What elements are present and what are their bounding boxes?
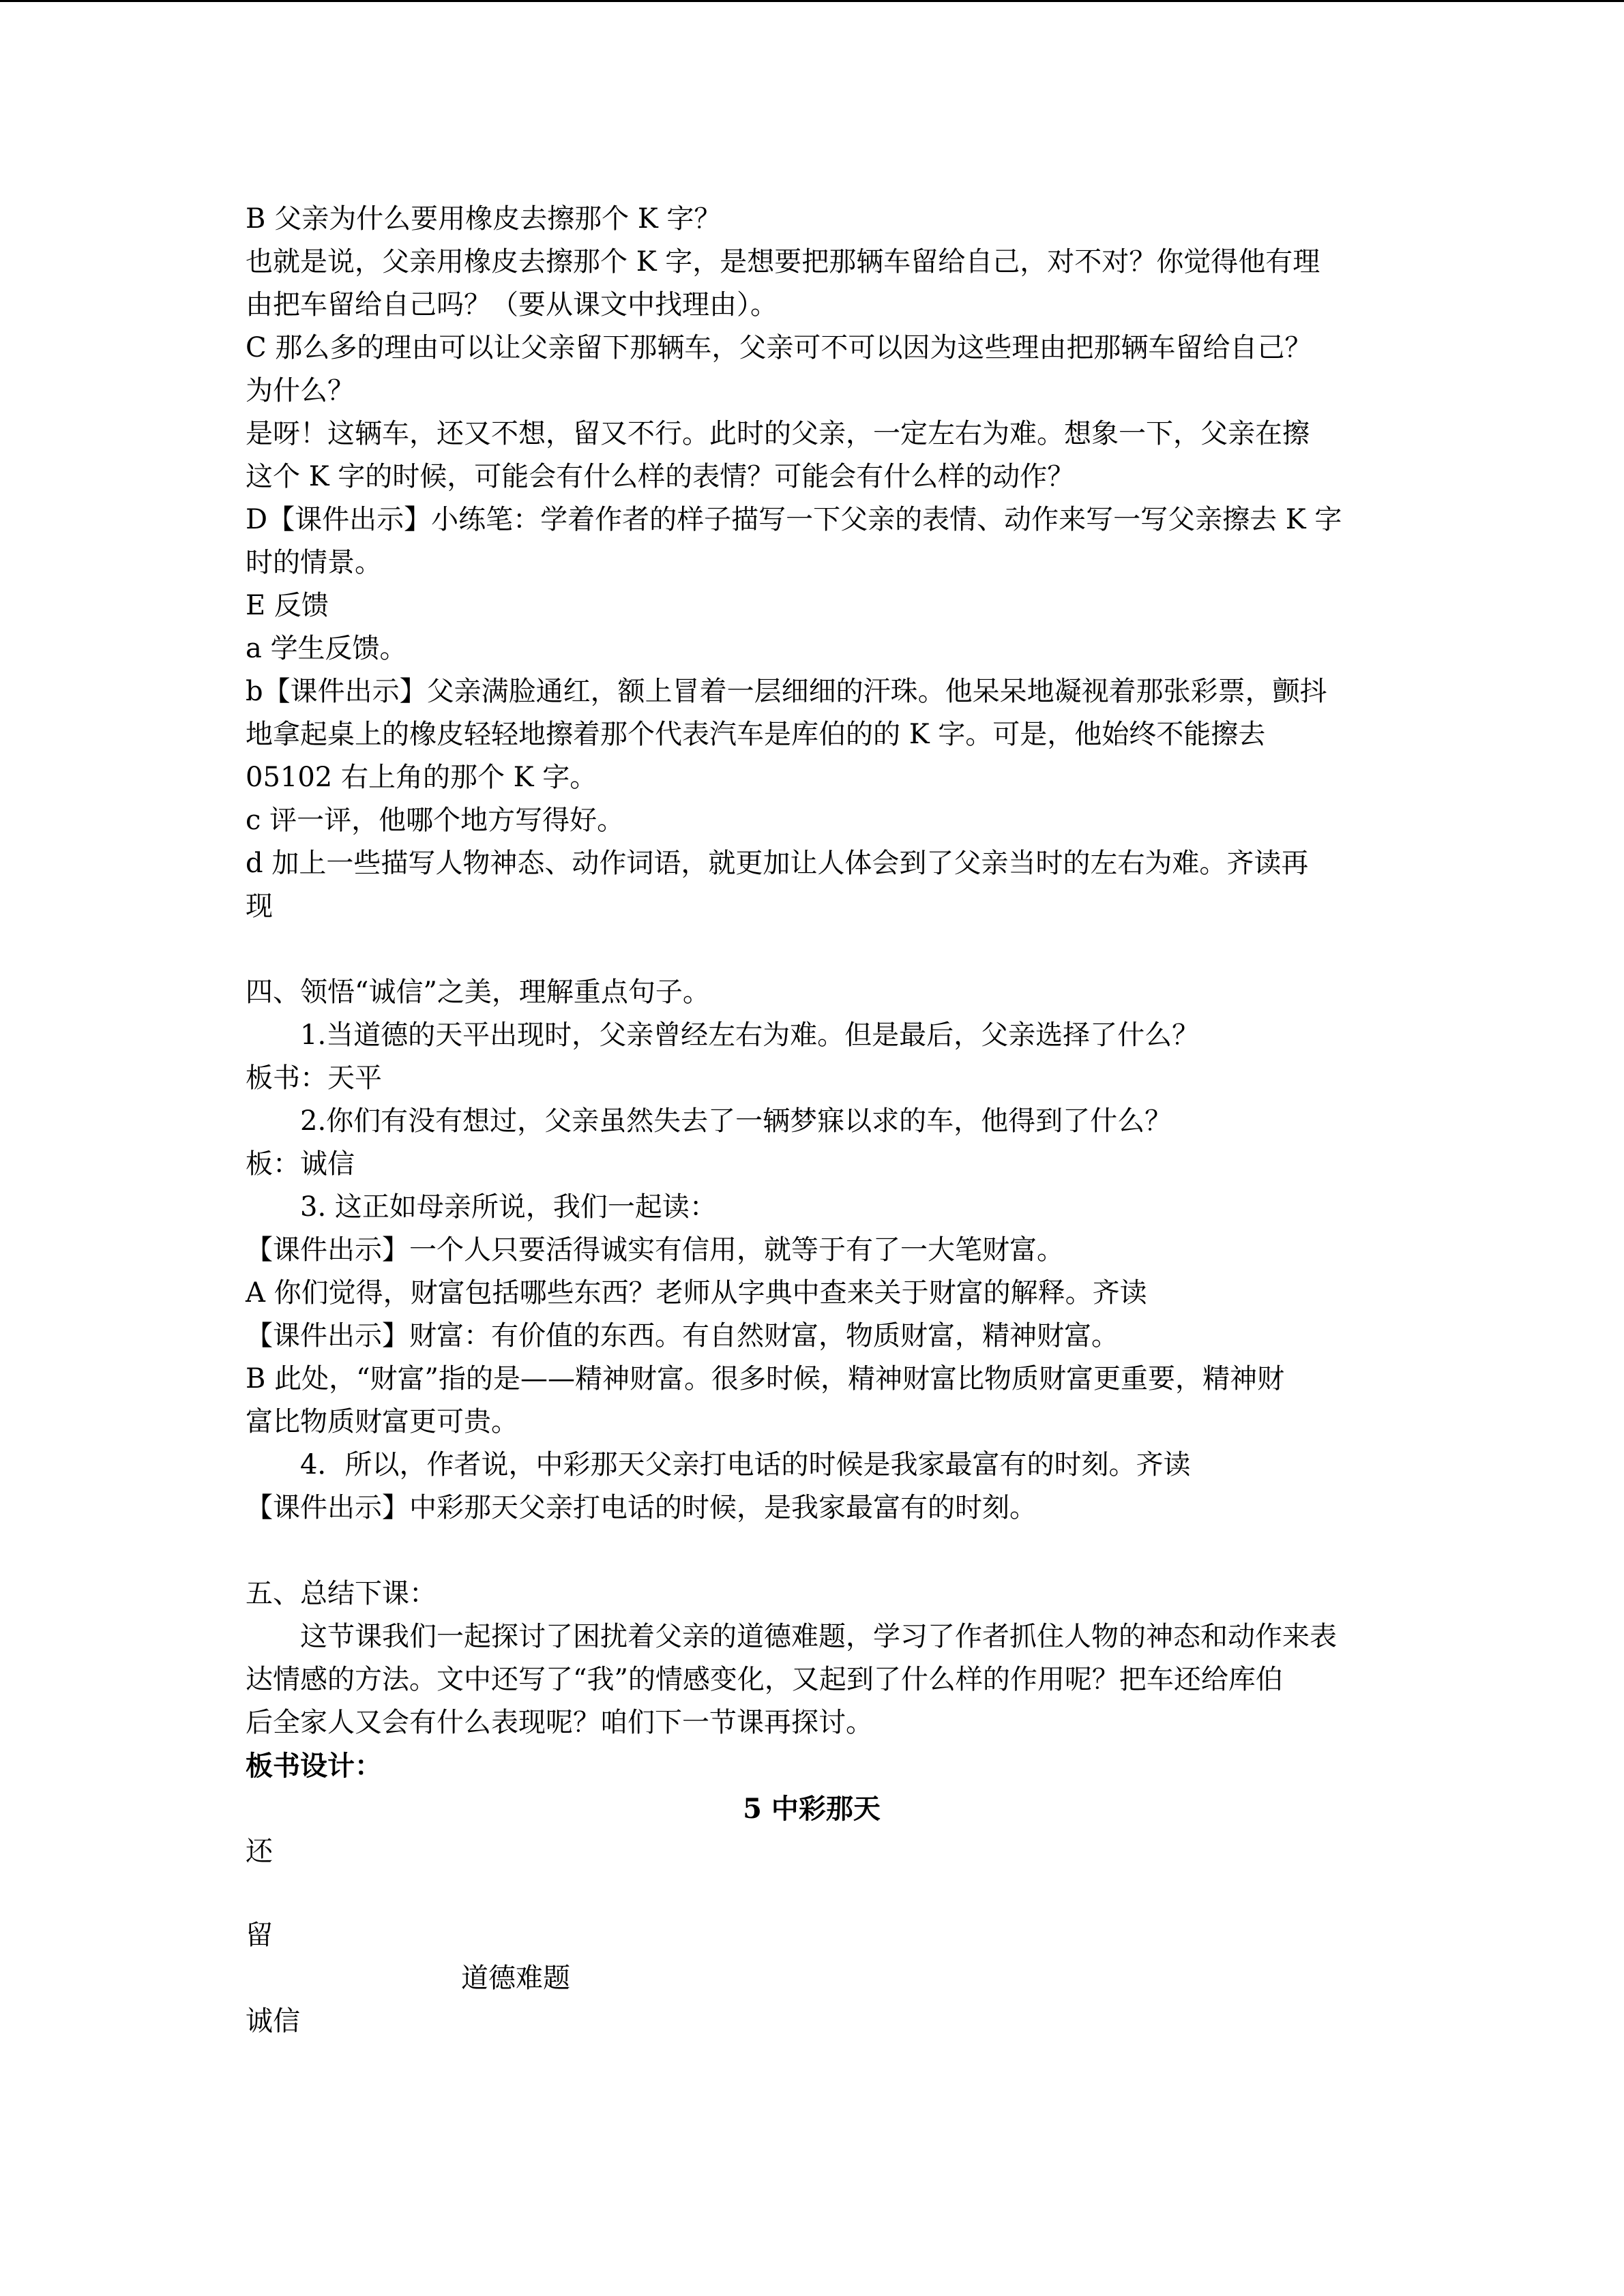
summary-line-1: 这节课我们一起探讨了困扰着父亲的道德难题，学习了作者抓住人物的神态和动作来表 — [300, 1621, 1337, 1652]
practice-d-line-2: 时的情景。 — [246, 547, 382, 578]
section-four-item-3: 3. 这正如母亲所说，我们一起读： — [300, 1191, 717, 1223]
courseware-b-line-3: 05102 右上角的那个 K 字。 — [246, 762, 597, 793]
section-five-heading: 五、总结下课： — [246, 1578, 437, 1609]
paragraph-yes-line-1: 是呀！这辆车，还又不想，留又不行。此时的父亲，一定左右为难。想象一下，父亲在擦 — [246, 418, 1310, 449]
courseware-b-line-2: 地拿起桌上的橡皮轻轻地擦着那个代表汽车是库伯的的 K 字。可是，他始终不能擦去 — [246, 719, 1266, 750]
add-words-d-line-2: 现 — [246, 891, 273, 922]
question-b-why-erase: B 父亲为什么要用橡皮去擦那个 K 字？ — [246, 203, 722, 235]
add-words-d-line-1: d 加上一些描写人物神态、动作词语，就更加让人体会到了父亲当时的左右为难。齐读再 — [246, 848, 1309, 879]
courseware-richest-moment: 【课件出示】中彩那天父亲打电话的时候，是我家最富有的时刻。 — [246, 1492, 1037, 1523]
blank-line — [246, 1530, 1378, 1572]
evaluate-c: c 评一评，他哪个地方写得好。 — [246, 805, 625, 836]
spiritual-wealth-b-line-1: B 此处，“财富”指的是——精神财富。很多时候，精神财富比物质财富更重要，精神财 — [246, 1363, 1285, 1395]
practice-d-line-1: D【课件出示】小练笔：学着作者的样子描写一下父亲的表情、动作来写一写父亲擦去 K 字 — [246, 504, 1342, 535]
board-note-integrity: 板：诚信 — [246, 1148, 355, 1180]
spiritual-wealth-b-line-2: 富比物质财富更可贵。 — [246, 1406, 518, 1437]
feedback-a-student: a 学生反馈。 — [246, 633, 407, 664]
board-note-balance: 板书：天平 — [246, 1062, 382, 1094]
paragraph-that-is-line-2: 由把车留给自己吗？（要从课文中找理由）。 — [246, 289, 778, 320]
section-four-heading: 四、领悟“诚信”之美，理解重点句子。 — [246, 976, 710, 1008]
courseware-wealth-definition: 【课件出示】财富：有价值的东西。有自然财富，物质财富，精神财富。 — [246, 1320, 1119, 1352]
feedback-e: E 反馈 — [246, 590, 329, 621]
courseware-b-line-1: b【课件出示】父亲满脸通红，额上冒着一层细细的汗珠。他呆呆地凝视着那张彩票，颤抖 — [246, 676, 1327, 707]
question-a-wealth: A 你们觉得，财富包括哪些东西？老师从字典中查来关于财富的解释。齐读 — [246, 1277, 1147, 1309]
section-four-item-2: 2.你们有没有想过，父亲虽然失去了一辆梦寐以求的车，他得到了什么？ — [300, 1105, 1172, 1137]
blank-line — [246, 928, 1378, 971]
board-design-keep: 留 — [246, 1920, 273, 1951]
question-c-many-reasons-line-1: C 那么多的理由可以让父亲留下那辆车，父亲可不可以因为这些理由把那辆车留给自己？ — [246, 332, 1312, 363]
courseware-wealth-quote: 【课件出示】一个人只要活得诚实有信用，就等于有了一大笔财富。 — [246, 1234, 1064, 1266]
question-c-many-reasons-line-2: 为什么？ — [246, 375, 355, 406]
board-design-label: 板书设计： — [246, 1750, 382, 1782]
page-top-border — [0, 0, 1624, 2]
board-design-moral-dilemma: 道德难题 — [461, 1963, 570, 1994]
summary-line-3: 后全家人又会有什么表现呢？咱们下一节课再探讨。 — [246, 1707, 873, 1738]
board-design-return: 还 — [246, 1836, 273, 1867]
paragraph-yes-line-2: 这个 K 字的时候，可能会有什么样的表情？可能会有什么样的动作？ — [246, 461, 1075, 492]
board-design-title: 5 中彩那天 — [743, 1793, 881, 1825]
section-four-item-1: 1.当道德的天平出现时，父亲曾经左右为难。但是最后，父亲选择了什么？ — [300, 1019, 1200, 1051]
summary-line-2: 达情感的方法。文中还写了“我”的情感变化，又起到了什么样的作用呢？把车还给库伯 — [246, 1664, 1283, 1695]
section-four-item-4: 4．所以，作者说，中彩那天父亲打电话的时候是我家最富有的时刻。齐读 — [300, 1449, 1191, 1480]
paragraph-that-is-line-1: 也就是说，父亲用橡皮去擦那个 K 字，是想要把那辆车留给自己，对不对？你觉得他有理 — [246, 246, 1320, 278]
board-design-integrity: 诚信 — [246, 2006, 300, 2037]
board-design-spacer — [246, 1873, 1378, 1914]
document-page — [246, 198, 1378, 2043]
